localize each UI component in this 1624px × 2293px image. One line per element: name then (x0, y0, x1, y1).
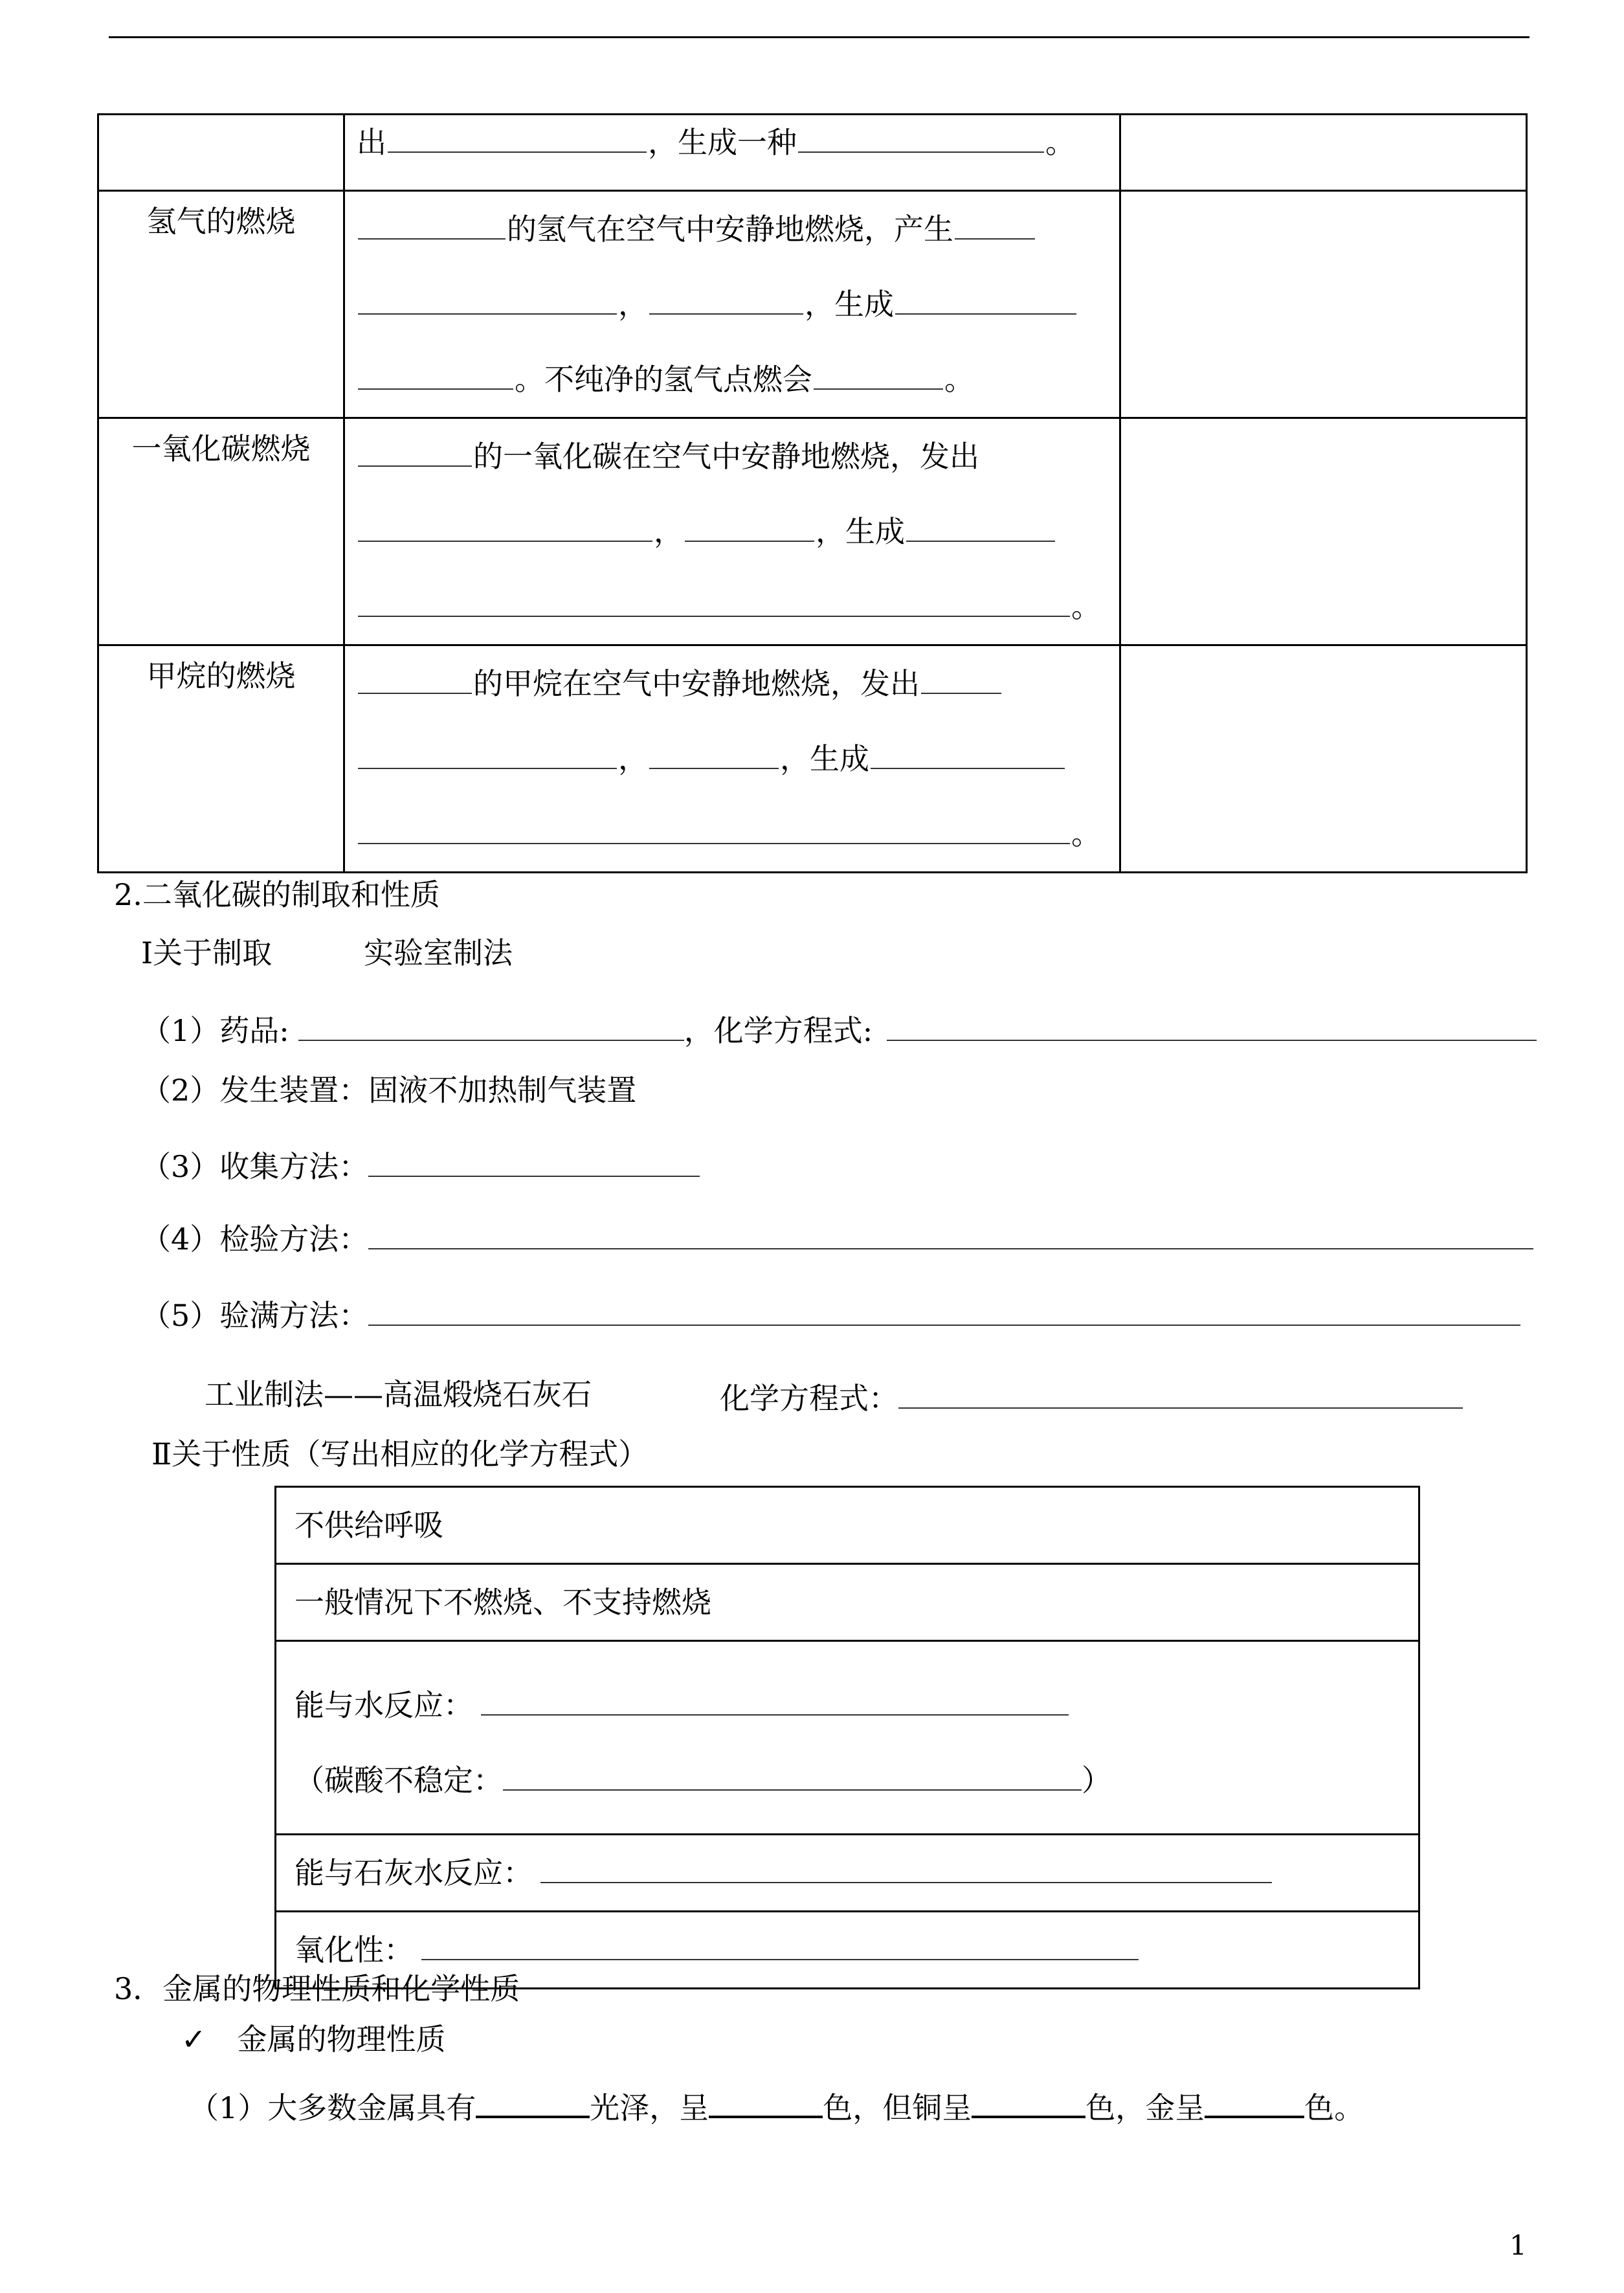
industrial-method: 工业制法——高温煅烧石灰石 (205, 1377, 592, 1412)
blank-field[interactable] (481, 1678, 1069, 1716)
item-text: 色，但铜呈 (823, 2090, 972, 2125)
item-text: （1）大多数金属具有 (189, 2090, 476, 2125)
subsection-heading: Ⅰ关于制取 (141, 935, 273, 970)
row-content: 的一氧化碳在空气中安静地燃烧，发出 ， ，生成 。 (344, 418, 1120, 645)
table-row (98, 115, 1527, 191)
property-label: ） (1082, 1763, 1111, 1798)
row-content: 的氢气在空气中安静地燃烧，产生 ， ，生成 。不纯净的氢气点燃会 。 (344, 191, 1120, 418)
item-1 (189, 2079, 1364, 2127)
page-number: 1 (1509, 2230, 1527, 2261)
blank-field[interactable] (298, 1003, 684, 1041)
blank-field[interactable] (368, 1212, 1533, 1249)
table-row (276, 1835, 1419, 1912)
row-name: 一氧化碳燃烧 (98, 418, 344, 645)
blank-field[interactable] (972, 2079, 1085, 2118)
answer-cell[interactable] (1120, 115, 1527, 191)
item-label: （4）检验方法： (141, 1222, 369, 1257)
check-item (181, 2016, 446, 2059)
item-1 (141, 1003, 1537, 1050)
table-row (276, 1641, 1419, 1835)
section-heading: 3．金属的物理性质和化学性质 (114, 1971, 520, 2006)
method-label: 实验室制法 (364, 935, 513, 970)
item-label: 化学方程式： (720, 1381, 898, 1416)
row-name (98, 115, 344, 191)
item-label: （5）验满方法： (141, 1298, 369, 1333)
property-cell: 不供给呼吸 (276, 1487, 1419, 1564)
property-table (274, 1486, 1420, 1989)
combustion-table (97, 113, 1528, 873)
item-3 (141, 1139, 700, 1186)
blank-field[interactable] (540, 1846, 1272, 1883)
checkmark-icon: ✓ (181, 2022, 206, 2057)
property-label: 氧化性： (295, 1932, 414, 1967)
row-name: 甲烷的燃烧 (98, 645, 344, 873)
industrial-equation (720, 1371, 1463, 1418)
subsection-heading: Ⅱ关于性质（写出相应的化学方程式） (151, 1437, 649, 1471)
blank-field[interactable] (503, 1753, 1082, 1791)
property-cell (276, 1835, 1419, 1912)
table-row (98, 191, 1527, 418)
section-heading: 2.二氧化碳的制取和性质 (114, 877, 440, 912)
row-content: 的甲烷在空气中安静地燃烧，发出 ， ，生成 。 (344, 645, 1120, 873)
answer-cell[interactable] (1120, 645, 1527, 873)
answer-cell[interactable] (1120, 418, 1527, 645)
table-row (276, 1487, 1419, 1564)
item-text: 光泽，呈 (590, 2090, 709, 2125)
item-2: （2）发生装置：固液不加热制气装置 (141, 1073, 637, 1108)
blank-field[interactable] (709, 2079, 823, 2118)
header-rule (109, 36, 1529, 38)
property-label: 能与石灰水反应： (295, 1855, 533, 1890)
blank-field[interactable] (368, 1139, 700, 1177)
property-cell (276, 1641, 1419, 1835)
item-label: ，化学方程式: (684, 1013, 873, 1048)
table-row (98, 418, 1527, 645)
item-text: 色。 (1304, 2090, 1364, 2125)
row-name: 氢气的燃烧 (98, 191, 344, 418)
table-row (98, 645, 1527, 873)
property-label: 能与水反应： (295, 1688, 473, 1723)
answer-cell[interactable] (1120, 191, 1527, 418)
blank-field[interactable] (421, 1923, 1139, 1960)
property-cell: 一般情况下不燃烧、不支持燃烧 (276, 1564, 1419, 1641)
row-content: 出 ，生成一种 。 (344, 115, 1120, 191)
blank-field[interactable] (1205, 2079, 1304, 2118)
item-4 (141, 1212, 1533, 1258)
property-label: （碳酸不稳定： (295, 1763, 503, 1798)
check-label: 金属的物理性质 (237, 2022, 446, 2057)
item-label: （1）药品: (141, 1013, 289, 1048)
table-row (276, 1564, 1419, 1641)
blank-field[interactable] (887, 1003, 1537, 1041)
item-label: （3）收集方法： (141, 1149, 369, 1184)
item-text: 色，金呈 (1085, 2090, 1205, 2125)
blank-field[interactable] (898, 1371, 1463, 1409)
blank-field[interactable] (368, 1288, 1520, 1326)
item-5 (141, 1288, 1520, 1335)
blank-field[interactable] (476, 2079, 590, 2118)
